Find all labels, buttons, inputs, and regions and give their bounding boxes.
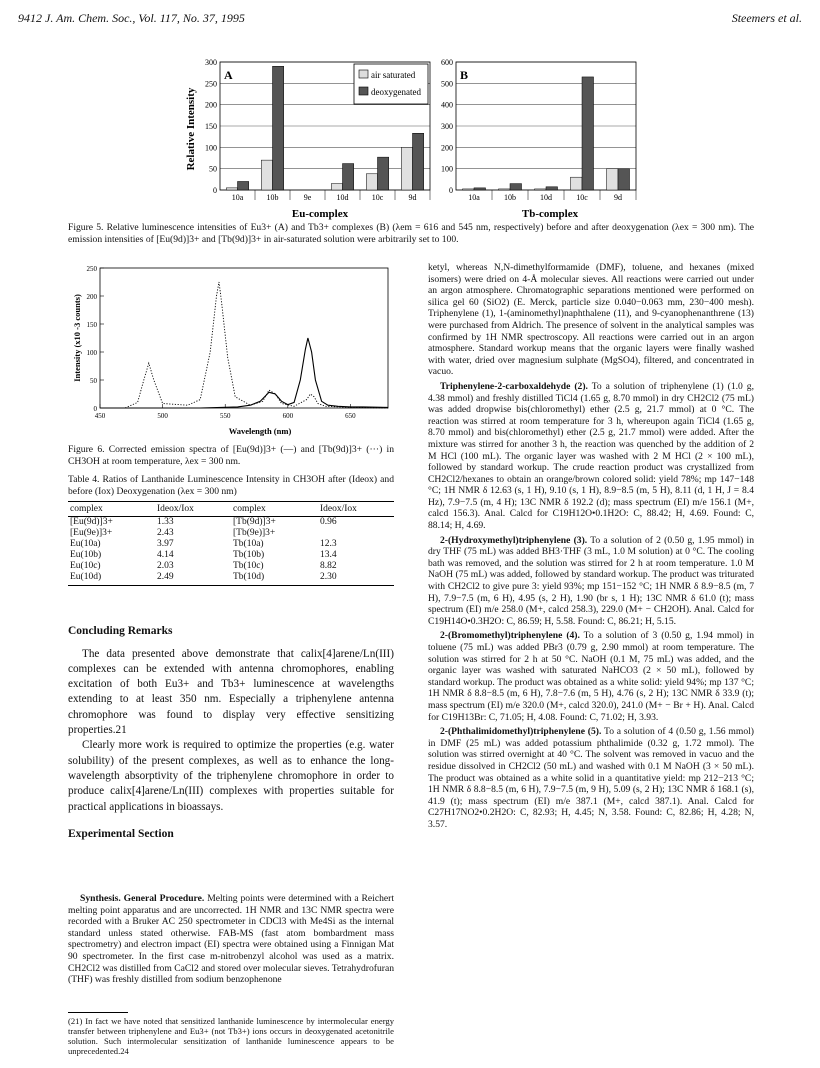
eu-spectrum-line (100, 338, 388, 408)
compound-heading: 2-(Phthalimidomethyl)triphenylene (5). (440, 726, 602, 738)
table-cell: Eu(10a) (70, 539, 101, 549)
y-tick-label: 100 (86, 349, 97, 357)
bar (366, 174, 377, 190)
tb-spectrum-line (100, 282, 388, 408)
table-cell: 2.30 (318, 572, 394, 586)
paragraph-text: To a solution of triphenylene (1) (1.0 g, 4.38 mmol) and freshly distilled TiCl4 (1.65 g, 8.70 mmol) in dry CH2Cl2 (75 mL) was added dropwise bis(chloromethyl) ether (2.5 g, 21.7 mmol) at 0 °C. The reaction was stirred at room temperature for 3 h, whereupon again TiCl4 (1.65 g, 8.70 mmol) and bis(chloromethyl) ether (2.5 g, 21.7 mmol) were added. After the mixture was stirred for another 3 h, the reaction was quenched by the addition of 2 M HCl (100 mL). The organic layer was washed with 2 M HCl (2 × 100 mL), followed by standard workup. The crude reaction product was crystallized from CH2Cl2/hexanes to obtain an orange/brown colored solid: yield 78%; mp 147−148 °C; 1H NMR δ 12.63 (s, 1 H), 9.10 (s, 1 H), 8.9−8.5 (m, 5 H), 8.11 (d, 1 H, J = 8.4 Hz), 7.9−7.5 (m, 4 H); 13C NMR δ 192.2 (d); mass spectrum (EI) m/e 156.1 (M+, calcd 156.3). Anal. Calcd for C19H12O•0.1H2O: C, 88.42; H, 4.69. Found: C, 88.14; H, 4.69. (428, 380, 754, 532)
running-header (18, 11, 802, 27)
table-cell: Tb(10a) (232, 539, 264, 549)
y-tick-label: 300 (205, 58, 217, 67)
paragraph: ketyl, whereas N,N-dimethylformamide (DMF), toluene, and hexanes (mixed isomers) were dried on 4-Å molecular sieves. All reactions were carried out under an argon atmosphere. Chromatographic separations mentioned were performed on silica gel 60 (SiO2) (E. Merck, particle size 0.040−0.063 mm, 230−400 mesh). Triphenylene (1), 1-(aminomethyl)naphthalene (11), and 9-cyanophenanthrene (13) were purchased from Aldrich. The presence of solvent in the analytical samples was confirmed by 1H NMR spectroscopy. All reactions were carried out in an argon atmosphere. Standard workup means that the organic layers were finally washed with water, dried over magnesium sulphate (MgSO4), filtered, and concentrated in vacuo. (428, 262, 754, 378)
table-cell: [Eu(9d)]3+ (70, 517, 113, 527)
paragraph (428, 381, 754, 532)
y-tick-label: 150 (86, 321, 97, 329)
y-tick-label: 200 (441, 143, 453, 153)
experimental-intro (68, 893, 394, 989)
table-cell: Eu(10c) (70, 561, 101, 571)
y-tick-label: 250 (205, 79, 217, 89)
paragraph (428, 535, 754, 628)
fig5-xlabel-eu: Eu-complex (291, 208, 349, 220)
paragraph (428, 630, 754, 723)
fig5-y-axis-label: Relative Intensity (185, 87, 197, 171)
table-4-grid (68, 501, 394, 586)
bar (273, 66, 284, 190)
table-header: complex (231, 502, 318, 517)
bar (226, 188, 237, 190)
y-tick-label: 0 (213, 186, 217, 195)
paragraph-text: To a solution of 3 (0.50 g, 1.94 mmol) in toluene (75 mL) was added PBr3 (0.79 g, 2.90 mmol) at room temperature. The solution was stirred for 2 h at 50 °C. NaOH (0.1 M, 75 mL) was added, and the organic layer was washed with saturated NaHCO3 (2 × 50 mL), followed by standard workup. The product was obtained as a white solid: yield 94%; mp 137 °C; 1H NMR δ 8.8−8.5 (m, 6 H), 7.8−7.6 (m, 5 H), 4.76 (s, 2 H); 13C NMR δ 33.9 (t); mass spectrum (EI) m/e 320.0 (M+, calcd 320.0), 241.0 (M+ − Br + H). Anal. Calcd for C19H13Br: C, 71.05; H, 4.08. Found: C, 71.02; H, 3.93. (428, 630, 754, 723)
x-tick-label: 450 (94, 412, 106, 420)
left-column-text (68, 626, 394, 848)
y-tick-label: 100 (205, 143, 217, 153)
footnote-rule (68, 1012, 128, 1013)
table-cell: Tb(10b) (232, 550, 265, 560)
x-tick-label: 9d (408, 193, 417, 202)
experimental-section-heading: Experimental Section (68, 827, 174, 840)
x-tick-label: 10d (540, 193, 552, 202)
x-tick-label: 10d (336, 193, 349, 202)
authors: Steemers et al. (731, 11, 802, 25)
x-tick-label: 550 (219, 412, 231, 420)
bar (498, 189, 510, 190)
bar (378, 157, 389, 190)
footnote-21: (21) In fact we have noted that sensitized lanthanide luminescence by intermolecular energy transfer between triphenylene and Eu3+ (not Tb3+) ions occurs in deoxygenated acetonitrile solution. Such intermolecular sensitization of lanthanide luminescence appears to be unprecedented.24 (68, 1016, 394, 1056)
x-tick-label: 9e (303, 193, 312, 202)
x-tick-label: 10b (266, 193, 279, 202)
right-column-text (428, 262, 754, 834)
y-tick-label: 250 (86, 265, 97, 273)
table-cell: 12.3 (319, 539, 337, 549)
figure-5-caption: Figure 5. Relative luminescence intensities of Eu3+ (A) and Tb3+ complexes (B) (λem = 616 and 545 nm, respectively) before and after deoxygenation (λex = 300 nm). The emission intensities of [Eu(9d)]3+ and [Tb(9d)]3+ in air-saturated solution were arbitrarily set to 100. (68, 222, 754, 245)
x-tick-label: 9d (614, 193, 622, 202)
x-tick-label: 600 (282, 412, 294, 420)
y-tick-label: 300 (441, 122, 453, 131)
paragraph-text: Melting points were determined with a Reichert melting point apparatus and are uncorrected. 1H NMR and 13C NMR spectra were recorded with a Bruker AC 250 spectrometer in CDCl3 with Me4Si as the internal standard unless stated otherwise. FAB-MS (fast atom bombardment mass spectrometry) and electron impact (EI) spectra were obtained using a Finnigan Mat 90 spectrometer. In the first case m-nitrobenzyl alcohol was used as a matrix. CH2Cl2 was distilled from CaCl2 and stored over molecular sieves. Tetrahydrofuran (THF) was freshly distilled from sodium benzophenone (68, 893, 395, 986)
bar (331, 184, 342, 190)
fig6-x-axis-label: Wavelength (nm) (228, 426, 292, 436)
journal-citation: 9412 J. Am. Chem. Soc., Vol. 117, No. 37, 1995 (18, 11, 245, 25)
table-cell: [Tb(9d)]3+ (232, 517, 276, 527)
y-tick-label: 150 (205, 122, 217, 131)
legend-air-saturated: air saturated (371, 70, 416, 80)
bar (546, 187, 558, 190)
y-tick-label: 200 (86, 293, 97, 301)
bar (474, 188, 486, 190)
table-header: Ideox/Iox (318, 502, 394, 517)
table-cell: Tb(10c) (232, 561, 264, 571)
bar (618, 169, 630, 190)
x-tick-label: 10a (468, 193, 480, 202)
x-tick-label: 10c (371, 193, 384, 202)
paragraph (428, 726, 754, 830)
bar (401, 147, 412, 190)
y-tick-label: 50 (90, 377, 97, 385)
paragraph-text: To a solution of 2 (0.50 g, 1.95 mmol) in dry THF (75 mL) was added BH3·THF (3 mL, 1.0 M solution) at 0 °C. The cooling bath was removed, and the solution was stirred for 2 h at room temperature. 1.0 M NaOH (75 mL) was added, followed by standard workup. The product was triturated with CH2Cl2 to give pure 3: yield 93%; mp 151−152 °C; 1H NMR δ 8.9−8.5 (m, 7 H), 7.9−7.5 (m, 6 H), 4.95 (s, 2 H), 1.90 (br s, 1 H); 13C NMR δ 61.0 (t); mass spectrum (EI) m/e 258.0 (M+, calcd 258.3), 229.0 (M+ − CH2OH). Anal. Calcd for C19H14O•0.3H2O: C, 86.59; H, 5.58. Found: C, 86.21; H, 5.15. (428, 534, 754, 627)
fig5-legend (354, 64, 428, 104)
table-cell: 3.97 (156, 539, 174, 549)
bar (413, 133, 424, 190)
x-tick-label: 10b (504, 193, 516, 202)
bar (343, 164, 354, 190)
figure-6-emission-spectra (68, 262, 394, 444)
paragraph: Clearly more work is required to optimize the properties (e.g. water solubility) of the present complexes, as well as to enhance the long-wavelength absorptivity of the triphenylene chromophore in order to produce calix[4]arene/Ln(III) complexes with properties suitable for practical applications in bioassays. (68, 739, 394, 813)
fig6-y-axis-label: Intensity (x10 -3 counts) (72, 294, 82, 382)
table-cell: 8.82 (319, 561, 337, 571)
paragraph (68, 893, 394, 986)
fig5-panel-b-label: B (460, 68, 469, 82)
table-header: complex (68, 502, 155, 517)
compound-heading: 2-(Hydroxymethyl)triphenylene (3). (440, 534, 588, 546)
x-tick-label: 650 (345, 412, 356, 420)
bar (606, 169, 618, 190)
bar (570, 177, 582, 190)
table-header: Ideox/Iox (155, 502, 231, 517)
y-tick-label: 400 (441, 100, 453, 110)
table-cell: 1.33 (156, 517, 174, 527)
table-4-title: Table 4. Ratios of Lanthanide Luminescence Intensity in CH3OH after (Ideox) and before (Iox) Deoxygenation (λex = 300 nm) (68, 474, 394, 497)
y-tick-label: 200 (205, 100, 217, 110)
bar (238, 181, 249, 190)
figure-5-bar-charts (170, 54, 660, 222)
y-tick-label: 500 (441, 79, 453, 89)
compound-heading: 2-(Bromomethyl)triphenylene (4). (440, 630, 580, 642)
legend-deoxygenated: deoxygenated (371, 87, 421, 97)
bar (582, 77, 594, 190)
table-cell: 13.4 (319, 550, 337, 560)
y-tick-label: 600 (441, 58, 453, 67)
table-cell: [Eu(9e)]3+ (70, 528, 113, 538)
table-cell: Eu(10d) (68, 572, 155, 586)
run-in-heading: Synthesis. General Procedure. (80, 893, 205, 904)
x-tick-label: 10c (576, 193, 588, 202)
table-cell: [Tb(9e)]3+ (232, 528, 276, 538)
table-cell: 2.49 (155, 572, 231, 586)
table-cell: Eu(10b) (70, 550, 102, 560)
y-tick-label: 50 (209, 164, 217, 174)
y-tick-label: 0 (93, 405, 97, 413)
compound-heading: Triphenylene-2-carboxaldehyde (2). (440, 380, 588, 392)
x-tick-label: 500 (157, 412, 168, 420)
fig5-panel-a-label: A (224, 68, 233, 82)
paragraph: The data presented above demonstrate that calix[4]arene/Ln(III) complexes can be extended with antenna chromophores, enabling excitation of both Eu3+ and Tb3+ luminescence at wavelengths extending to at least 350 nm. Especially a triphenylene antenna chromophore was found to display very effective sensitizing properties.21 (68, 647, 394, 737)
paragraph-text: To a solution of 4 (0.50 g, 1.56 mmol) in DMF (25 mL) was added potassium phthalimide (0.32 g, 1.72 mmol). The solution was stirred overnight at 40 °C. The solvent was removed in vacuo and the residue dissolved in CH2Cl2 (50 mL) and washed with 0.1 M NaOH (3 × 50 mL). The product was obtained as a white solid in a quantitative yield: mp 212−213 °C; 1H NMR δ 8.8−8.5 (m, 6 H), 7.9−7.5 (m, 9 H), 5.09 (s, 2 H); 13C NMR δ 168.1 (s), 41.9 (t); mass spectrum (EI) m/e 387.1 (M+, calcd 387.1). Anal. Calcd for C27H17NO2•0.2H2O: C, 82.93; H, 4.45; N, 3.58. Found: C, 82.86; H, 4.28; N, 3.57. (428, 726, 754, 830)
table-cell: 2.43 (156, 528, 174, 538)
concluding-remarks-heading: Concluding Remarks (68, 625, 173, 637)
x-tick-label: 10a (231, 193, 244, 202)
y-tick-label: 0 (449, 186, 453, 195)
plot-frame (100, 268, 388, 408)
table-4 (68, 474, 394, 586)
bar (534, 189, 546, 190)
bar (462, 189, 474, 190)
bar (261, 160, 272, 190)
figure-6-caption: Figure 6. Corrected emission spectra of [Eu(9d)]3+ (—) and [Tb(9d)]3+ (···) in CH3OH at room temperature, λex = 300 nm. (68, 444, 394, 467)
table-cell: 2.03 (156, 561, 174, 571)
y-tick-label: 100 (441, 164, 453, 174)
table-cell (318, 528, 394, 539)
table-cell: 0.96 (319, 517, 337, 527)
table-cell: Tb(10d) (231, 572, 318, 586)
bar (510, 184, 522, 190)
table-cell: 4.14 (156, 550, 174, 560)
fig5-xlabel-tb: Tb-complex (521, 208, 579, 220)
